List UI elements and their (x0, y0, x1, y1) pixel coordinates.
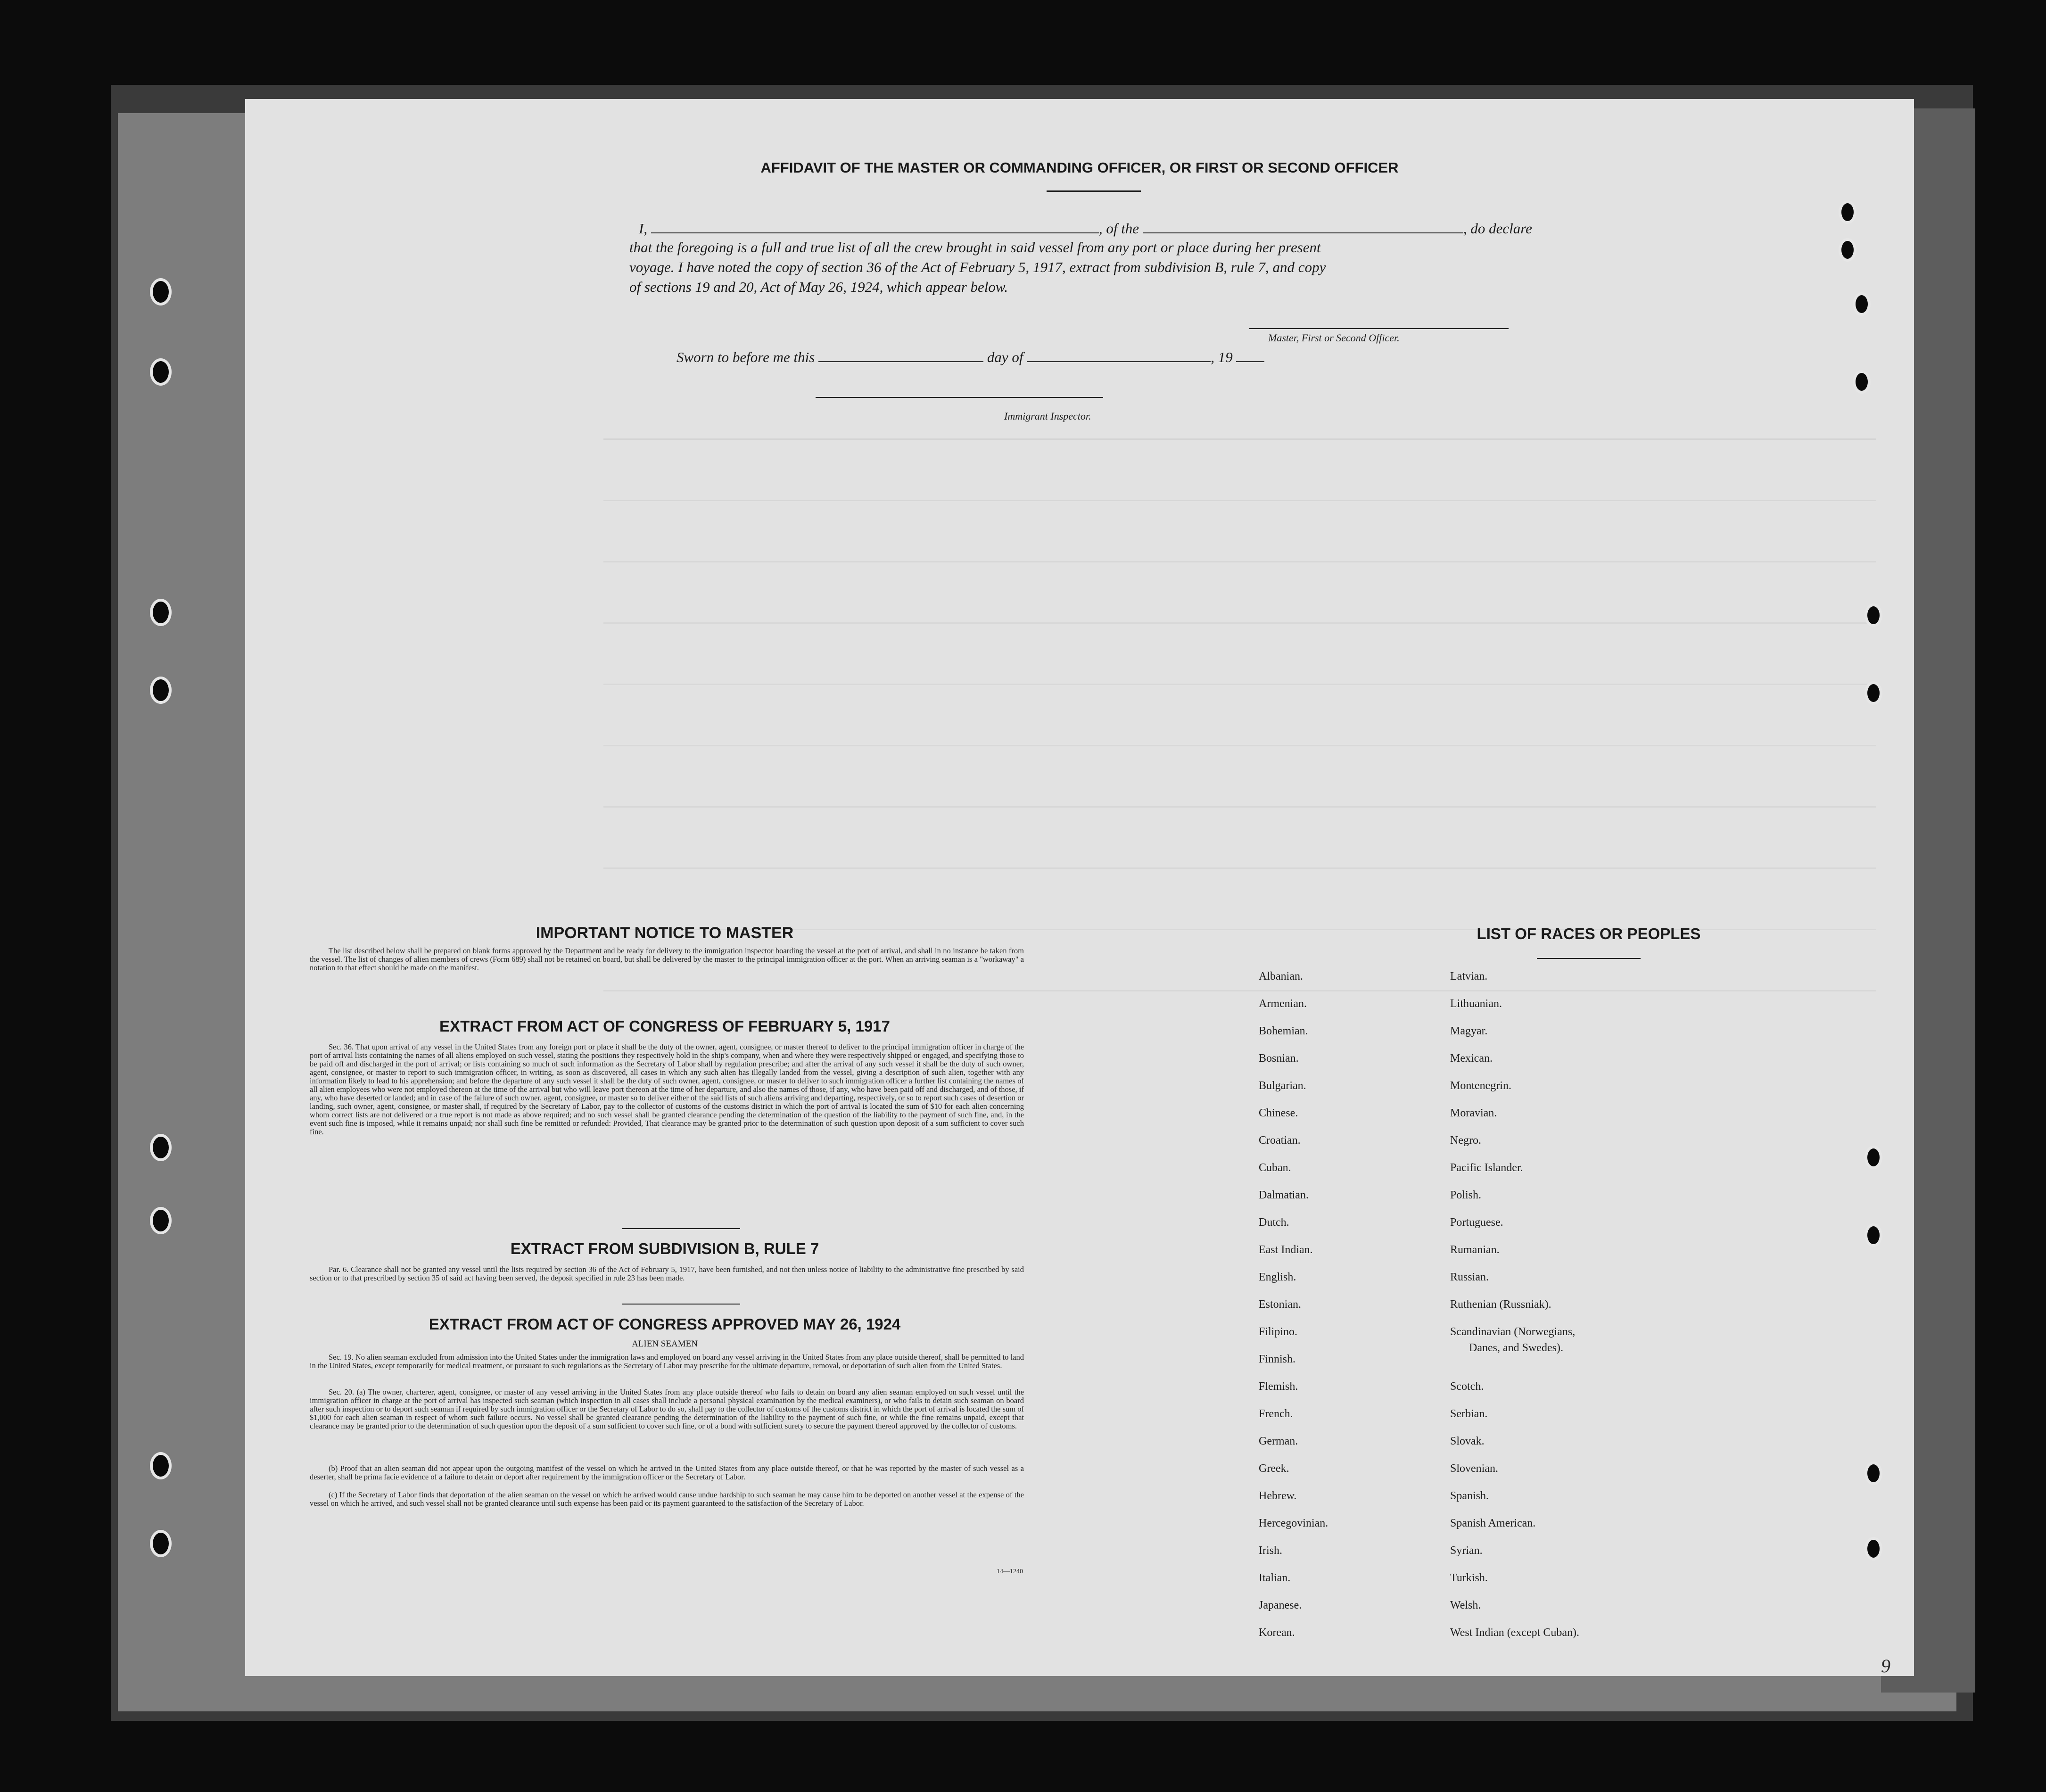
divider (622, 1228, 740, 1229)
sworn-day-blank[interactable] (818, 348, 983, 362)
race-item: Negro. (1450, 1134, 1481, 1147)
race-item: Lithuanian. (1450, 998, 1502, 1010)
binder-hole (1839, 200, 1856, 224)
master-signature-line[interactable] (1249, 328, 1509, 329)
binder-hole (150, 1134, 172, 1161)
vessel-blank[interactable] (1143, 219, 1463, 233)
handwritten-page-mark: 9 (1881, 1655, 1890, 1676)
race-item: Filipino. (1259, 1326, 1298, 1338)
binder-hole (1864, 603, 1882, 627)
race-item: Scotch. (1450, 1380, 1484, 1393)
binder-hole (1864, 1462, 1882, 1485)
race-item: Dalmatian. (1259, 1189, 1309, 1201)
affidavit-i: I, (639, 220, 648, 237)
binder-hole (150, 278, 172, 306)
extract-1924-title: EXTRACT FROM ACT OF CONGRESS APPROVED MAY 26, 1924 (429, 1315, 901, 1333)
extract-1917-text: Sec. 36. That upon arrival of any vessel in the United States from any foreign port or place it shall be the duty of the owner, agent, consignee, or master thereof to deliver to the principal immigration officer in charge of the port of arrival lists containing the names of all aliens employed on such vessel, stating the positions they respectively hold in the ship's company, when and where they were respectively shipped or engaged, and specifying those to be paid off and discharged in the port of arrival; or lists containing so much of such information as the Secretary of Labor shall by regulation prescribe; and after the arrival of any such vessel it shall be the duty of such owner, agent, consignee, or master to report to such immigration officer, in writing, as soon as discovered, all cases in which any such alien has illegally landed from the vessel, giving a description of such alien, together with any information likely to lead to his apprehension; and before the departure of any such vessel it shall be the duty of such owner, agent, consignee, or master to deliver to such immigration officer a further list containing the names of all alien employees who were not employed thereon at the time of the arrival but who will leave port thereon at the time of her departure, and also the names of those, if any, who have been paid off and discharged, and of those, if any, who have deserted or landed; and in case of the failure of such owner, agent, consignee, or master so to deliver either of the said lists of such aliens arriving and departing, respectively, or so to report such cases of desertion or landing, such owner, agent, consignee, or master shall, if required by the Secretary of Labor, pay to the collector of customs of the customs district in which the port of arrival is located the sum of $10 for each alien concerning whom correct lists are not delivered or a true report is not made as above required; and no such vessel shall be granted clearance pending the determination of the question of the liability to the payment of such fine, and, in the event such fine is imposed, while it remains unpaid; nor shall such fine be remitted or refunded: Provided, That clearance may be granted prior to the determination of such question upon deposit of a sum sufficient to cover such fine. (310, 1042, 1024, 1136)
day-of-label: day of (987, 348, 1023, 365)
divider (622, 1304, 740, 1305)
races-title-rule (1537, 958, 1641, 959)
race-item: Italian. (1259, 1572, 1291, 1584)
race-item: Polish. (1450, 1189, 1482, 1201)
binder-hole (150, 677, 172, 704)
race-item: Hercegovinian. (1259, 1517, 1328, 1529)
race-item: Scandinavian (Norwegians, (1450, 1326, 1576, 1338)
binder-hole (1864, 1223, 1882, 1247)
race-item: Hebrew. (1259, 1490, 1297, 1502)
affidavit-title-rule (1047, 190, 1141, 192)
race-item: Bosnian. (1259, 1052, 1299, 1065)
race-item: Croatian. (1259, 1134, 1301, 1147)
race-item: Chinese. (1259, 1107, 1298, 1119)
race-item: Irish. (1259, 1544, 1282, 1557)
race-item: Mexican. (1450, 1052, 1493, 1065)
race-item: West Indian (except Cuban). (1450, 1627, 1579, 1639)
affidavit-line-4: of sections 19 and 20, Act of May 26, 1924, which appear below. (629, 279, 1008, 295)
binder-hole (1864, 1537, 1882, 1561)
race-item: Korean. (1259, 1627, 1295, 1639)
race-item: Serbian. (1450, 1408, 1488, 1420)
race-item: Armenian. (1259, 998, 1307, 1010)
binder-hole (1864, 681, 1882, 705)
race-item: Bohemian. (1259, 1025, 1308, 1037)
sec-20a-text: Sec. 20. (a) The owner, charterer, agent, consignee, or master of any vessel arriving in the United States from any place outside thereof who fails to detain on board any alien seaman employed on such vessel until the immigration officer in charge at the port of arrival has inspected such seaman (which inspection in all cases shall include a personal physical examination by the medical examiners), or who fails to detain such seaman on board after such inspection or to deport such seaman if required by such immigration officer or the Secretary of Labor to do so, shall pay to the collector of customs of the customs district in which the port of arrival is located the sum of $1,000 for each alien seaman in respect of whom such failure occurs. No vessel shall be granted clearance pending the determination of the liability to the payment of such fine, or while the fine remains unpaid, except that clearance may be granted prior to the determination of such question upon the deposit of a sum sufficient to cover such fine, or of a bond with sufficient surety to secure the payment thereof approved by the collector of customs. (310, 1387, 1024, 1430)
race-item: Russian. (1450, 1271, 1489, 1283)
race-item: Latvian. (1450, 970, 1488, 983)
race-item: East Indian. (1259, 1244, 1313, 1256)
binder-hole (1853, 370, 1871, 394)
manifest-page (245, 99, 1914, 1676)
race-item: Greek. (1259, 1462, 1289, 1475)
sworn-year-blank[interactable] (1236, 348, 1264, 362)
race-item: French. (1259, 1408, 1293, 1420)
binder-hole (1864, 1146, 1882, 1169)
race-item: Welsh. (1450, 1599, 1481, 1611)
affidavit-do-declare: , do declare (1463, 220, 1532, 237)
race-item: Moravian. (1450, 1107, 1497, 1119)
binder-hole (150, 599, 172, 626)
race-item: Turkish. (1450, 1572, 1488, 1584)
notice-title: IMPORTANT NOTICE TO MASTER (536, 924, 794, 942)
master-signature-caption: Master, First or Second Officer. (1268, 332, 1400, 344)
sec-20b-text: (b) Proof that an alien seaman did not appear upon the outgoing manifest of the vessel on which he arrived in the United States from any place outside thereof, or that he was reported by the master of such vessel as a deserter, shall be prima facie evidence of a failure to detain or deport after requirement by the immigration officer or the Secretary of Labor. (310, 1464, 1024, 1481)
affidavit-title: AFFIDAVIT OF THE MASTER OR COMMANDING OFFICER, OR FIRST OR SECOND OFFICER (760, 159, 1399, 176)
race-item: Portuguese. (1450, 1216, 1503, 1229)
race-item: Finnish. (1259, 1353, 1296, 1365)
race-item: Japanese. (1259, 1599, 1302, 1611)
rule7-text: Par. 6. Clearance shall not be granted any vessel until the lists required by section 36 of the Act of February 5, 1917, have been furnished, and not then unless notice of liability to the administrative fine prescribed by said section or to that prescribed by section 35 of said act having been served, the deposit specified in rule 23 has been made. (310, 1265, 1024, 1282)
form-number: 14—1240 (997, 1568, 1023, 1575)
race-item: Flemish. (1259, 1380, 1298, 1393)
race-item: Slovak. (1450, 1435, 1485, 1447)
binder-hole (150, 1530, 172, 1557)
sworn-line (676, 348, 1264, 366)
race-item: Pacific Islander. (1450, 1162, 1523, 1174)
race-item: Bulgarian. (1259, 1080, 1306, 1092)
inspector-signature-line[interactable] (816, 397, 1103, 398)
race-item: Spanish. (1450, 1490, 1489, 1502)
race-item: Estonian. (1259, 1298, 1301, 1311)
races-title: LIST OF RACES OR PEOPLES (1477, 925, 1701, 942)
sworn-month-blank[interactable] (1027, 348, 1211, 362)
race-item: Dutch. (1259, 1216, 1289, 1229)
race-item: Montenegrin. (1450, 1080, 1511, 1092)
race-item: Cuban. (1259, 1162, 1291, 1174)
binder-hole (150, 1452, 172, 1479)
binder-hole (1853, 292, 1871, 316)
race-item: Albanian. (1259, 970, 1303, 983)
sworn-label: Sworn to before me this (676, 348, 815, 365)
affidavit-line-1 (639, 219, 1532, 237)
year-label: , 19 (1211, 348, 1233, 365)
notice-text: The list described below shall be prepared on blank forms approved by the Department and be ready for delivery to the immigration inspector boarding the vessel at the port of arrival, and shall in no instance be taken from the vessel. The list of changes of alien members of crews (Form 689) shall not be retained on board, but shall be delivered by the master to the principal immigration officer at the port. When an arriving seaman is a "workaway" a notation to that effect should be made on the manifest. (310, 946, 1024, 972)
race-item: Magyar. (1450, 1025, 1488, 1037)
race-item: Danes, and Swedes). (1469, 1342, 1563, 1354)
race-item: English. (1259, 1271, 1296, 1283)
affidavit-line-2: that the foregoing is a full and true list of all the crew brought in said vessel from any port or place during her present (629, 239, 1321, 256)
extract-1917-title: EXTRACT FROM ACT OF CONGRESS OF FEBRUARY 5, 1917 (439, 1017, 890, 1035)
affidavit-of-the: , of the (1098, 220, 1139, 237)
alien-seamen-subtitle: ALIEN SEAMEN (632, 1339, 698, 1349)
binder-hole (150, 358, 172, 386)
race-item: Spanish American. (1450, 1517, 1536, 1529)
name-blank[interactable] (651, 219, 1099, 233)
affidavit-line-3: voyage. I have noted the copy of section 36 of the Act of February 5, 1917, extract from subdivision B, rule 7, and copy (629, 259, 1326, 275)
binder-hole (1839, 238, 1856, 262)
race-item: Slovenian. (1450, 1462, 1498, 1475)
race-item: Syrian. (1450, 1544, 1483, 1557)
sec-19-text: Sec. 19. No alien seaman excluded from admission into the United States under the immigration laws and employed on board any vessel arriving in the United States from any place outside thereof, shall be permitted to land in the United States, except temporarily for medical treatment, or pursuant to such regulations as the Secretary of Labor may prescribe for the ultimate departure, removal, or deportation of such alien from the United States. (310, 1353, 1024, 1370)
race-item: Rumanian. (1450, 1244, 1500, 1256)
race-item: German. (1259, 1435, 1298, 1447)
sec-20c-text: (c) If the Secretary of Labor finds that deportation of the alien seaman on the vessel on which he arrived would cause undue hardship to such seaman he may cause him to be deported on another vessel at the expense of the vessel on which he arrived, and such vessel shall not be granted clearance until such expense has been paid or its payment guaranteed to the satisfaction of the Secretary of Labor. (310, 1490, 1024, 1508)
rule7-title: EXTRACT FROM SUBDIVISION B, RULE 7 (510, 1240, 819, 1257)
inspector-caption: Immigrant Inspector. (1004, 410, 1091, 422)
race-item: Ruthenian (Russniak). (1450, 1298, 1551, 1311)
binder-hole (150, 1207, 172, 1234)
